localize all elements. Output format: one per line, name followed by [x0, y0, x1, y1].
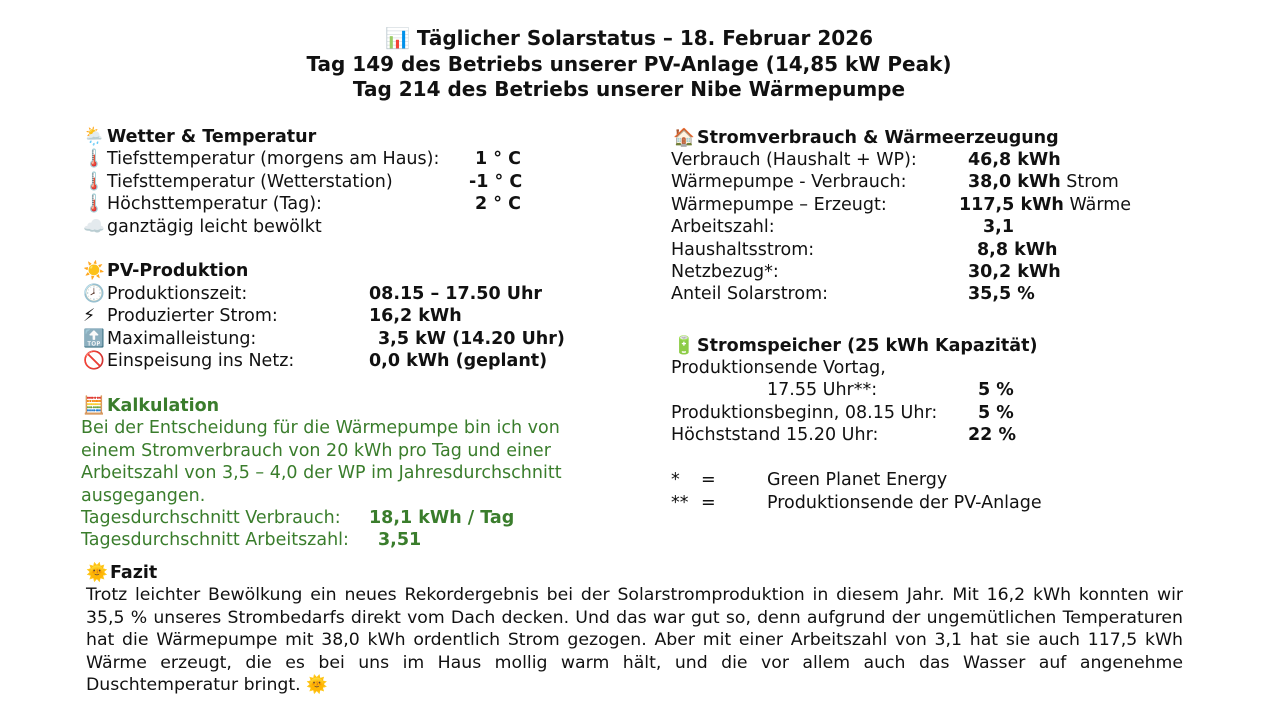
sun-face-icon: 🌞	[306, 675, 328, 696]
strom-row-1-value: 46,8 kWh	[968, 150, 1061, 170]
legend-eq-1: =	[701, 470, 716, 490]
top-arrow-icon: 🔝	[83, 329, 105, 349]
pv-row-4: 🚫 Einspeisung ins Netz:	[83, 351, 295, 371]
subtitle-pv: Tag 149 des Betriebs unserer PV-Anlage (14,85 kW Peak)	[306, 52, 952, 76]
speicher-row-1-label-b: 17.55 Uhr**:	[767, 380, 878, 400]
section-heading-wetter: 🌦️ Wetter & Temperatur	[83, 127, 317, 147]
pv-value-1: 08.15 – 17.50 Uhr	[369, 284, 543, 304]
sun-face-icon: 🌞	[86, 563, 108, 583]
strom-row-3-value: 117,5 kWh Wärme	[959, 195, 1132, 215]
wetter-value-2: -1 ° C	[469, 172, 523, 192]
legend-text-1: Green Planet Energy	[767, 470, 948, 490]
strom-row-6-value: 30,2 kWh	[968, 262, 1061, 282]
speicher-row-3-value: 22 %	[968, 425, 1016, 445]
speicher-row-2-value: 5 %	[978, 403, 1014, 423]
kalkulation-row-1-value: 18,1 kWh / Tag	[369, 508, 515, 528]
legend-mark-1: *	[671, 470, 680, 490]
strom-row-2-label: Wärmepumpe - Verbrauch:	[671, 172, 907, 192]
wetter-row-2: 🌡️ Tiefsttemperatur (Wetterstation)	[83, 172, 393, 192]
speicher-row-2-label: Produktionsbeginn, 08.15 Uhr:	[671, 403, 938, 423]
thermometer-icon: 🌡️	[83, 172, 105, 192]
section-heading-fazit: 🌞 Fazit	[86, 563, 158, 583]
pv-value-3: 3,5 kW (14.20 Uhr)	[378, 329, 565, 349]
kalkulation-row-1-label: Tagesdurchschnitt Verbrauch:	[81, 508, 341, 528]
prohibited-icon: 🚫	[83, 351, 105, 371]
strom-row-5-value: 8,8 kWh	[977, 240, 1058, 260]
strom-row-4-value: 3,1	[983, 217, 1015, 237]
pv-value-2: 16,2 kWh	[369, 306, 462, 326]
clock-icon: 🕗	[83, 284, 105, 304]
pv-value-4: 0,0 kWh (geplant)	[369, 351, 548, 371]
house-icon: 🏠	[673, 128, 695, 148]
wetter-row-1: 🌡️ Tiefsttemperatur (morgens am Haus):	[83, 149, 440, 169]
section-heading-pv: ☀️ PV-Produktion	[83, 261, 249, 281]
section-heading-speicher: 🔋 Stromspeicher (25 kWh Kapazität)	[673, 336, 1038, 356]
abacus-icon: 🧮	[83, 396, 105, 416]
subtitle-wp: Tag 214 des Betriebs unserer Nibe Wärmepumpe	[352, 77, 906, 101]
kalkulation-row-2-label: Tagesdurchschnitt Arbeitszahl:	[81, 530, 349, 550]
wetter-note: ☁️ ganztägig leicht bewölkt	[83, 217, 322, 237]
sun-icon: ☀️	[83, 261, 105, 281]
battery-icon: 🔋	[673, 336, 695, 356]
strom-row-5-label: Haushaltsstrom:	[671, 240, 815, 260]
strom-row-1-label: Verbrauch (Haushalt + WP):	[671, 150, 917, 170]
legend-text-2: Produktionsende der PV-Anlage	[767, 493, 1042, 513]
kalkulation-text: Bei der Entscheidung für die Wärmepumpe bin ich von einem Stromverbrauch von 20 kWh pro Tag und einer Arbeitszahl von 3,5 – 4,0 der WP im Jahresdurchschnitt ausgegangen.	[81, 418, 562, 506]
section-heading-strom: 🏠 Stromverbrauch & Wärmeerzeugung	[673, 128, 1059, 148]
wetter-value-3: 2 ° C	[475, 194, 521, 214]
pv-row-2: ⚡ Produzierter Strom:	[83, 306, 278, 326]
wetter-row-3: 🌡️ Höchsttemperatur (Tag):	[83, 194, 322, 214]
speicher-row-1-label-a: Produktionsende Vortag,	[671, 358, 886, 378]
strom-row-4-label: Arbeitszahl:	[671, 217, 775, 237]
speicher-row-1-value: 5 %	[978, 380, 1014, 400]
strom-row-2-value: 38,0 kWh Strom	[968, 172, 1119, 192]
speicher-row-3-label: Höchststand 15.20 Uhr:	[671, 425, 879, 445]
pv-row-3: 🔝 Maximalleistung:	[83, 329, 257, 349]
legend-mark-2: **	[671, 493, 689, 513]
strom-row-7-value: 35,5 %	[968, 284, 1035, 304]
cloud-icon: ☁️	[83, 217, 105, 237]
page-title: 📊 Täglicher Solarstatus – 18. Februar 2026	[384, 26, 874, 50]
lightning-icon: ⚡	[83, 306, 96, 326]
wetter-value-1: 1 ° C	[475, 149, 521, 169]
strom-row-3-label: Wärmepumpe – Erzeugt:	[671, 195, 887, 215]
weather-sun-rain-icon: 🌦️	[83, 127, 105, 147]
fazit-text: Trotz leichter Bewölkung ein neues Rekordergebnis bei der Solarstromproduktion in diesem Jahr. Mit 16,2 kWh konnten wir 35,5 % unseres Strombedarfs direkt vom Dach decken. Und das war gut so, denn aufgrund der ungemütlichen Temperaturen hat die Wärmepumpe mit 38,0 kWh ordentlich Strom gezogen. Aber mit einer Arbeitszahl von 3,1 hat sie auch 117,5 kWh Wärme erzeugt, die es bei uns im Haus mollig warm hält, und die vor allem auch das Wasser auf angenehme Duschtemperatur bringt. 🌞	[86, 585, 1183, 696]
section-heading-kalkulation: 🧮 Kalkulation	[83, 396, 220, 416]
strom-row-7-label: Anteil Solarstrom:	[671, 284, 829, 304]
kalkulation-row-2-value: 3,51	[378, 530, 422, 550]
thermometer-icon: 🌡️	[83, 149, 105, 169]
thermometer-icon: 🌡️	[83, 194, 105, 214]
pv-row-1: 🕗 Produktionszeit:	[83, 284, 248, 304]
legend-eq-2: =	[701, 493, 716, 513]
strom-row-6-label: Netzbezug*:	[671, 262, 779, 282]
